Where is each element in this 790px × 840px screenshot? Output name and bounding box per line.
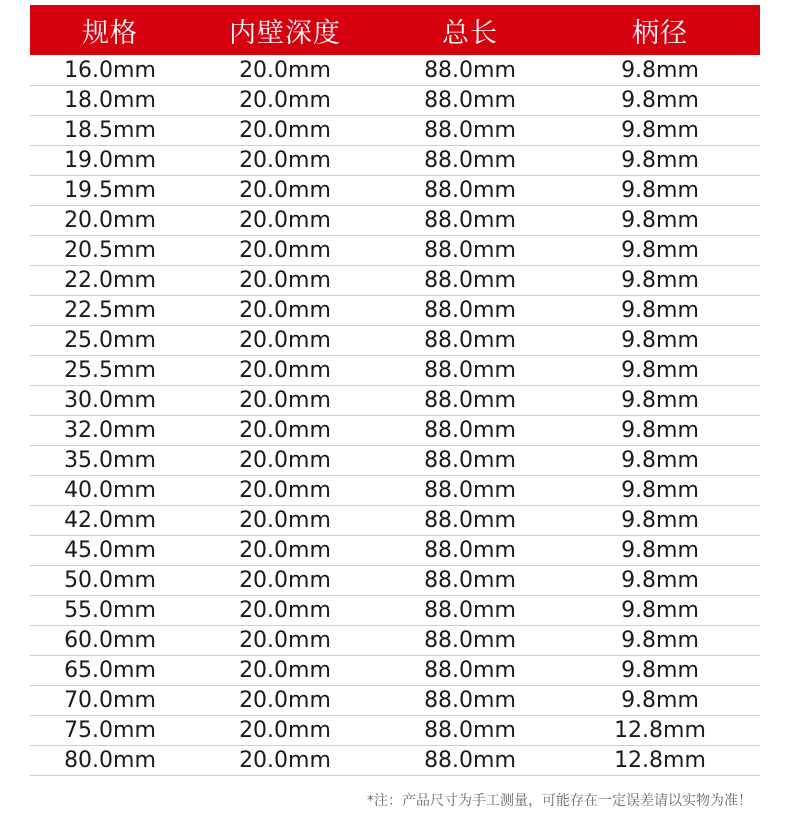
header-inner-depth: 内壁深度 [190,5,380,56]
inner-depth-cell: 20.0mm [190,296,380,326]
table-row [30,206,760,236]
table-row [30,566,760,596]
table-row [30,116,760,146]
total-length-cell: 88.0mm [380,566,560,596]
table-row [30,506,760,536]
total-length-cell: 88.0mm [380,356,560,386]
table-row [30,656,760,686]
inner-depth-cell: 20.0mm [190,356,380,386]
spec-cell: 18.5mm [30,116,190,146]
inner-depth-cell: 20.0mm [190,416,380,446]
inner-depth-cell: 20.0mm [190,146,380,176]
shank-diameter-cell: 9.8mm [560,446,760,476]
spec-cell: 60.0mm [30,626,190,656]
inner-depth-cell: 20.0mm [190,506,380,536]
inner-depth-cell: 20.0mm [190,86,380,116]
total-length-cell: 88.0mm [380,56,560,86]
shank-diameter-cell: 12.8mm [560,716,760,746]
shank-diameter-cell: 9.8mm [560,566,760,596]
inner-depth-cell: 20.0mm [190,686,380,716]
total-length-cell: 88.0mm [380,296,560,326]
table-row [30,236,760,266]
inner-depth-cell: 20.0mm [190,206,380,236]
shank-diameter-cell: 9.8mm [560,296,760,326]
shank-diameter-cell: 9.8mm [560,146,760,176]
inner-depth-cell: 20.0mm [190,116,380,146]
inner-depth-cell: 20.0mm [190,626,380,656]
shank-diameter-cell: 9.8mm [560,536,760,566]
shank-diameter-cell: 9.8mm [560,236,760,266]
spec-cell: 32.0mm [30,416,190,446]
table-row [30,536,760,566]
shank-diameter-cell: 9.8mm [560,176,760,206]
spec-cell: 42.0mm [30,506,190,536]
table-row [30,596,760,626]
table-row [30,746,760,776]
header-spec: 规格 [30,5,190,56]
spec-cell: 30.0mm [30,386,190,416]
spec-cell: 20.5mm [30,236,190,266]
spec-cell: 16.0mm [30,56,190,86]
shank-diameter-cell: 9.8mm [560,476,760,506]
total-length-cell: 88.0mm [380,446,560,476]
inner-depth-cell: 20.0mm [190,56,380,86]
spec-cell: 80.0mm [30,746,190,776]
table-row [30,386,760,416]
spec-cell: 20.0mm [30,206,190,236]
shank-diameter-cell: 9.8mm [560,626,760,656]
total-length-cell: 88.0mm [380,116,560,146]
spec-cell: 35.0mm [30,446,190,476]
table-row [30,266,760,296]
total-length-cell: 88.0mm [380,236,560,266]
spec-table [30,5,760,776]
spec-cell: 45.0mm [30,536,190,566]
inner-depth-cell: 20.0mm [190,656,380,686]
spec-cell: 25.0mm [30,326,190,356]
spec-cell: 22.0mm [30,266,190,296]
inner-depth-cell: 20.0mm [190,386,380,416]
shank-diameter-cell: 12.8mm [560,746,760,776]
header-total-length: 总长 [380,5,560,56]
table-row [30,356,760,386]
total-length-cell: 88.0mm [380,686,560,716]
measurement-note: *注：产品尺寸为手工测量，可能存在一定误差请以实物为准！ [367,793,752,809]
shank-diameter-cell: 9.8mm [560,56,760,86]
table-row [30,416,760,446]
total-length-cell: 88.0mm [380,716,560,746]
table-row [30,296,760,326]
spec-cell: 55.0mm [30,596,190,626]
table-row [30,686,760,716]
inner-depth-cell: 20.0mm [190,266,380,296]
inner-depth-cell: 20.0mm [190,596,380,626]
table-row [30,86,760,116]
total-length-cell: 88.0mm [380,656,560,686]
inner-depth-cell: 20.0mm [190,236,380,266]
shank-diameter-cell: 9.8mm [560,86,760,116]
table-row [30,146,760,176]
spec-cell: 19.5mm [30,176,190,206]
shank-diameter-cell: 9.8mm [560,266,760,296]
table-row [30,626,760,656]
total-length-cell: 88.0mm [380,386,560,416]
table-header-row [30,5,760,56]
spec-cell: 18.0mm [30,86,190,116]
table-row [30,716,760,746]
table-row [30,326,760,356]
shank-diameter-cell: 9.8mm [560,386,760,416]
total-length-cell: 88.0mm [380,176,560,206]
shank-diameter-cell: 9.8mm [560,326,760,356]
spec-cell: 75.0mm [30,716,190,746]
total-length-cell: 88.0mm [380,626,560,656]
spec-cell: 50.0mm [30,566,190,596]
shank-diameter-cell: 9.8mm [560,356,760,386]
shank-diameter-cell: 9.8mm [560,116,760,146]
inner-depth-cell: 20.0mm [190,536,380,566]
total-length-cell: 88.0mm [380,266,560,296]
total-length-cell: 88.0mm [380,416,560,446]
table-row [30,446,760,476]
table-row [30,56,760,86]
total-length-cell: 88.0mm [380,476,560,506]
total-length-cell: 88.0mm [380,746,560,776]
spec-cell: 40.0mm [30,476,190,506]
shank-diameter-cell: 9.8mm [560,596,760,626]
total-length-cell: 88.0mm [380,596,560,626]
inner-depth-cell: 20.0mm [190,746,380,776]
inner-depth-cell: 20.0mm [190,326,380,356]
spec-cell: 22.5mm [30,296,190,326]
total-length-cell: 88.0mm [380,506,560,536]
table-row [30,476,760,506]
shank-diameter-cell: 9.8mm [560,416,760,446]
spec-cell: 65.0mm [30,656,190,686]
total-length-cell: 88.0mm [380,326,560,356]
inner-depth-cell: 20.0mm [190,446,380,476]
total-length-cell: 88.0mm [380,536,560,566]
header-shank-diameter: 柄径 [560,5,760,56]
spec-cell: 70.0mm [30,686,190,716]
shank-diameter-cell: 9.8mm [560,506,760,536]
inner-depth-cell: 20.0mm [190,176,380,206]
total-length-cell: 88.0mm [380,206,560,236]
shank-diameter-cell: 9.8mm [560,656,760,686]
inner-depth-cell: 20.0mm [190,476,380,506]
total-length-cell: 88.0mm [380,86,560,116]
shank-diameter-cell: 9.8mm [560,686,760,716]
spec-cell: 19.0mm [30,146,190,176]
spec-cell: 25.5mm [30,356,190,386]
total-length-cell: 88.0mm [380,146,560,176]
inner-depth-cell: 20.0mm [190,716,380,746]
table-row [30,176,760,206]
shank-diameter-cell: 9.8mm [560,206,760,236]
inner-depth-cell: 20.0mm [190,566,380,596]
